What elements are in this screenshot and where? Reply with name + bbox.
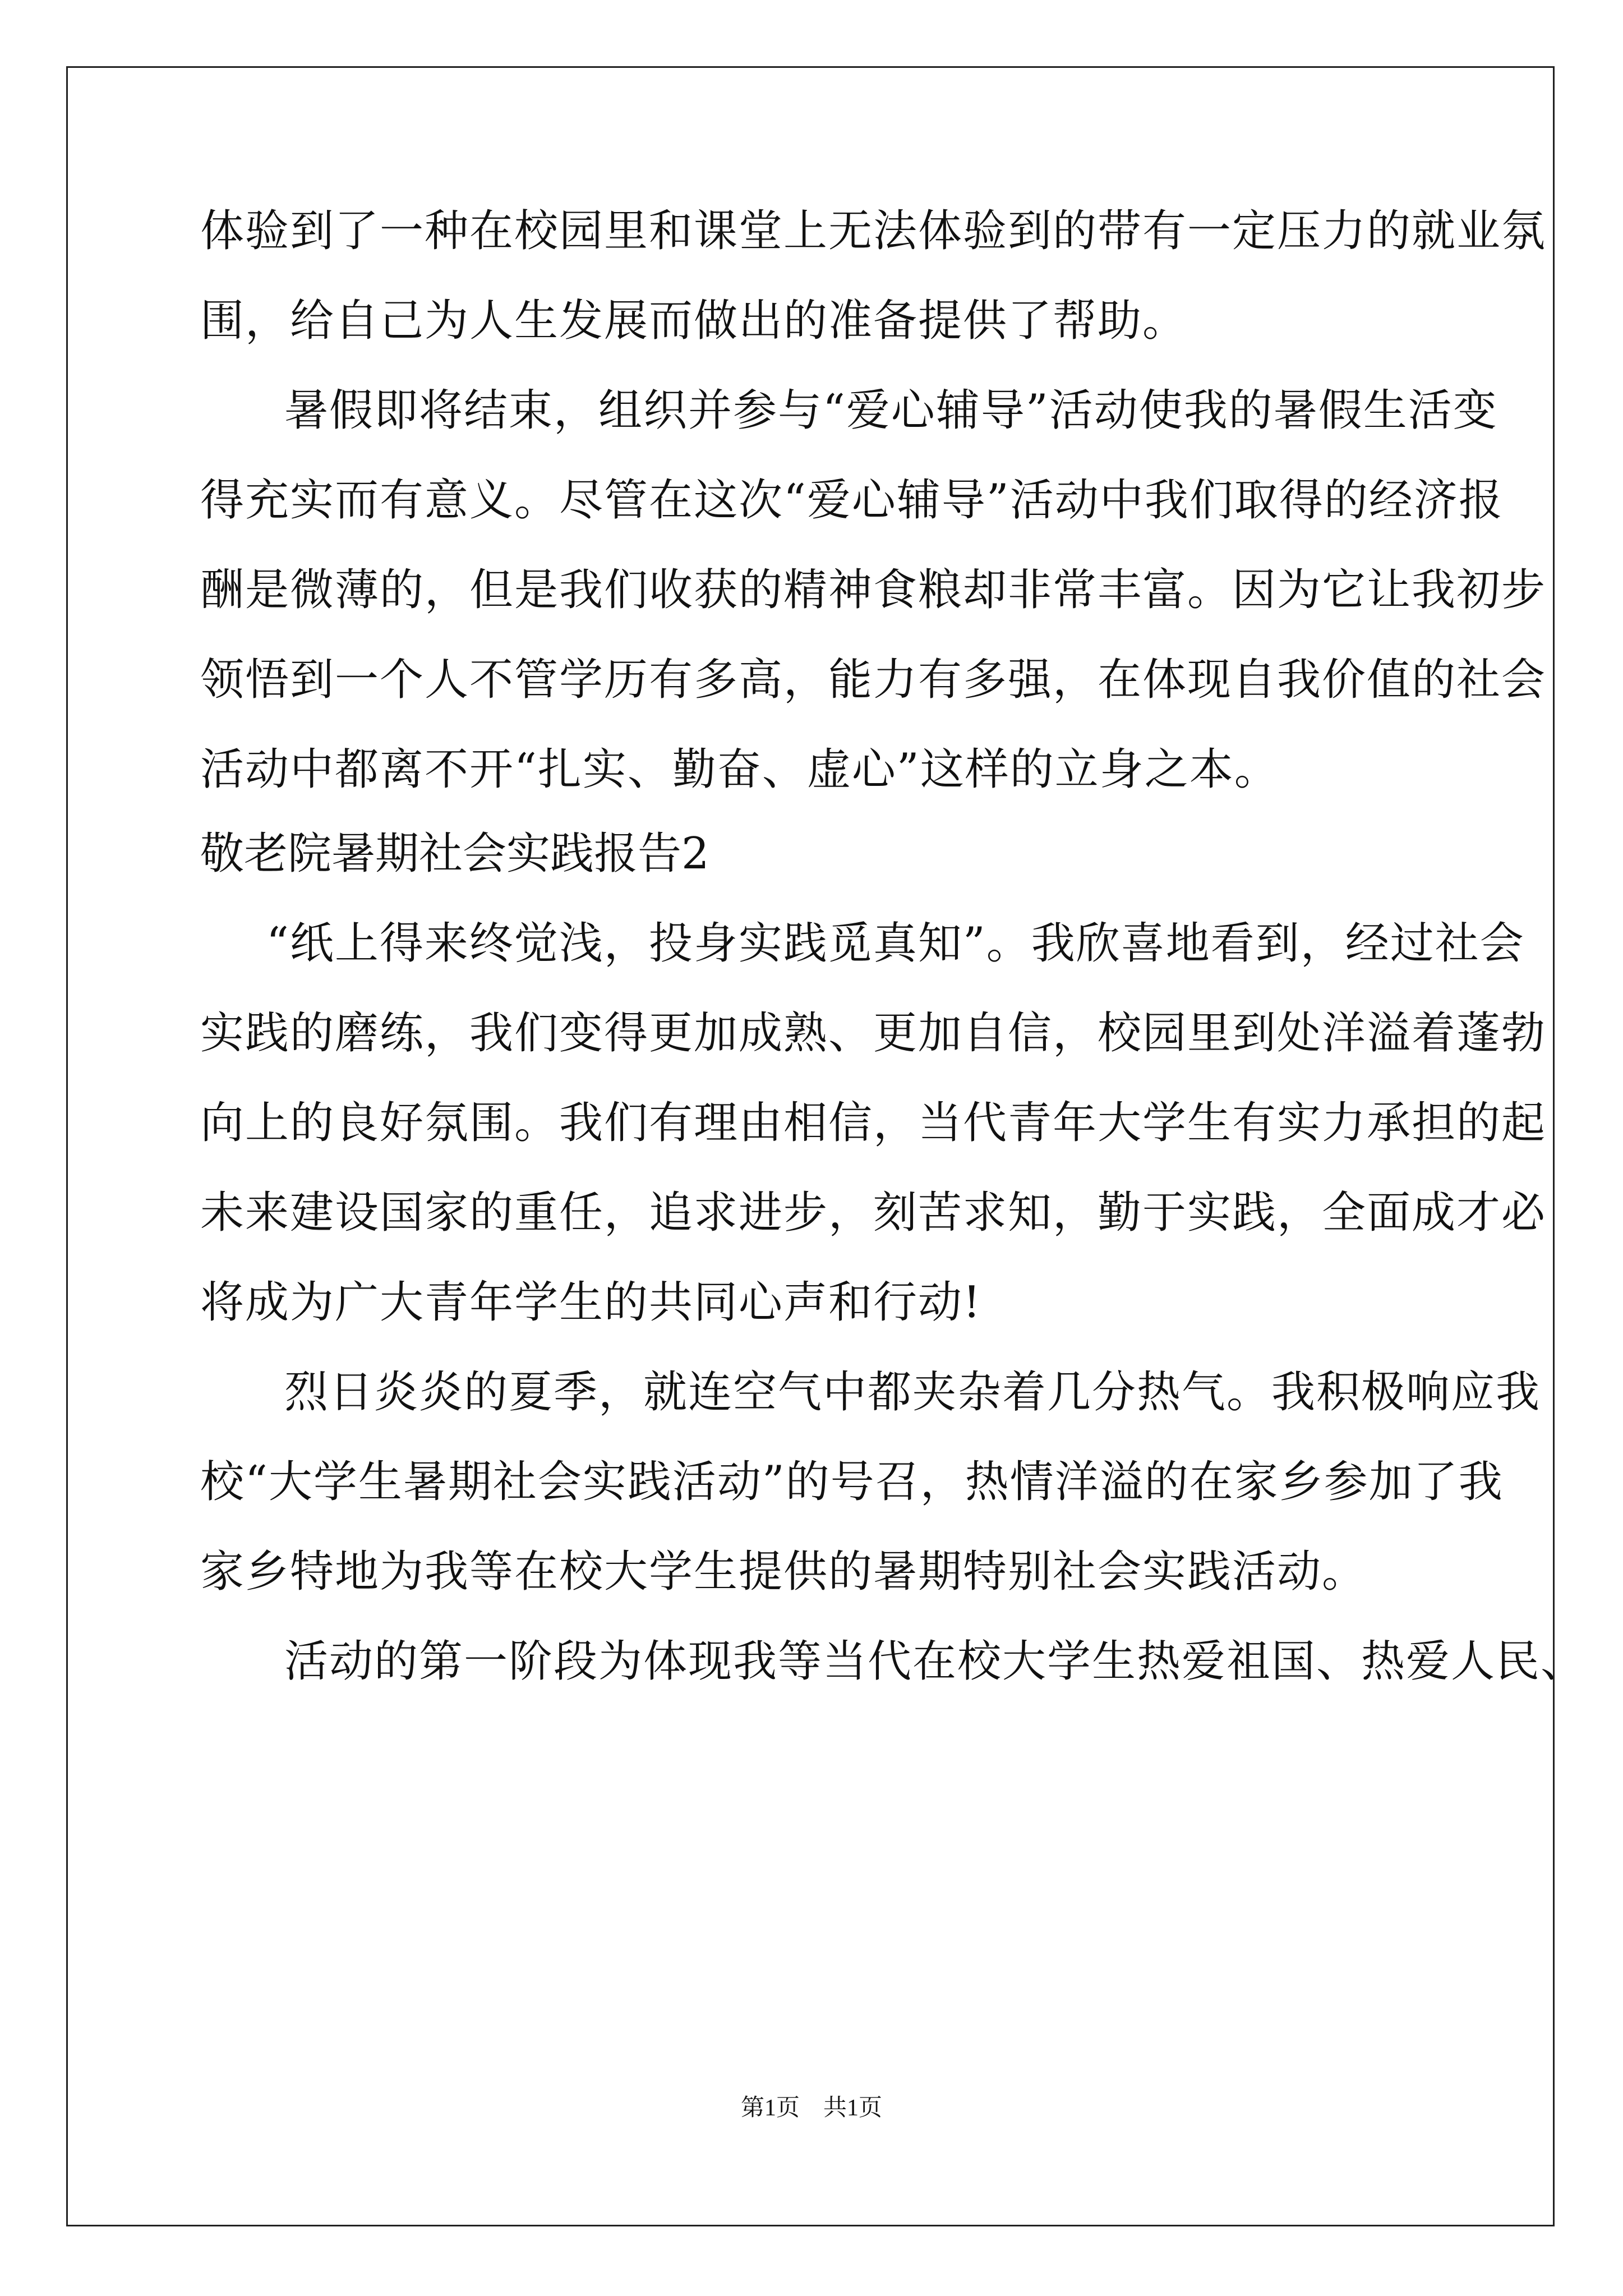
text-line: 校“大学生暑期社会实践活动”的号召，热情洋溢的在家乡参加了我 [200,1457,1504,1507]
text-line: 实践的磨练，我们变得更加成熟、更加自信，校园里到处洋溢着蓬勃 [200,1008,1547,1059]
text-line: 将成为广大青年学生的共同心声和行动! [200,1277,982,1328]
paragraph-start: “纸上得来终觉浅，投身实践觅真知”。我欣喜地看到，经过社会 [266,918,1525,969]
document-body [200,203,1586,1690]
text-line: 酬是微薄的，但是我们收获的精神食粮却非常丰富。因为它让我初步 [200,565,1547,615]
text-line: 围，给自己为人生发展而做出的准备提供了帮助。 [200,296,1188,346]
text-line: 体验到了一种在校园里和课堂上无法体验到的带有一定压力的就业氛 [200,206,1547,256]
paragraph-start: 暑假即将结束，组织并参与“爱心辅导”活动使我的暑假生活变 [284,385,1498,436]
paragraph-start: 活动的第一阶段为体现我等当代在校大学生热爱祖国、热爱人民、 [284,1636,1586,1687]
text-line: 得充实而有意义。尽管在这次“爱心辅导”活动中我们取得的经济报 [200,475,1504,526]
page-footer: 第1页 共1页 [740,2095,882,2121]
text-line: 向上的良好氛围。我们有理由相信，当代青年大学生有实力承担的起 [200,1098,1547,1148]
text-line: 未来建设国家的重任，追求进步，刻苦求知，勤于实践，全面成才必 [200,1188,1547,1238]
text-line: 家乡特地为我等在校大学生提供的暑期特别社会实践活动。 [200,1547,1367,1597]
text-line: 领悟到一个人不管学历有多高，能力有多强，在体现自我价值的社会 [200,655,1547,705]
text-line: 活动中都离不开“扎实、勤奋、虚心”这样的立身之本。 [200,744,1279,795]
paragraph-start: 烈日炎炎的夏季，就连空气中都夹杂着几分热气。我积极响应我 [284,1367,1541,1418]
section-heading: 敬老院暑期社会实践报告2 [200,829,709,879]
